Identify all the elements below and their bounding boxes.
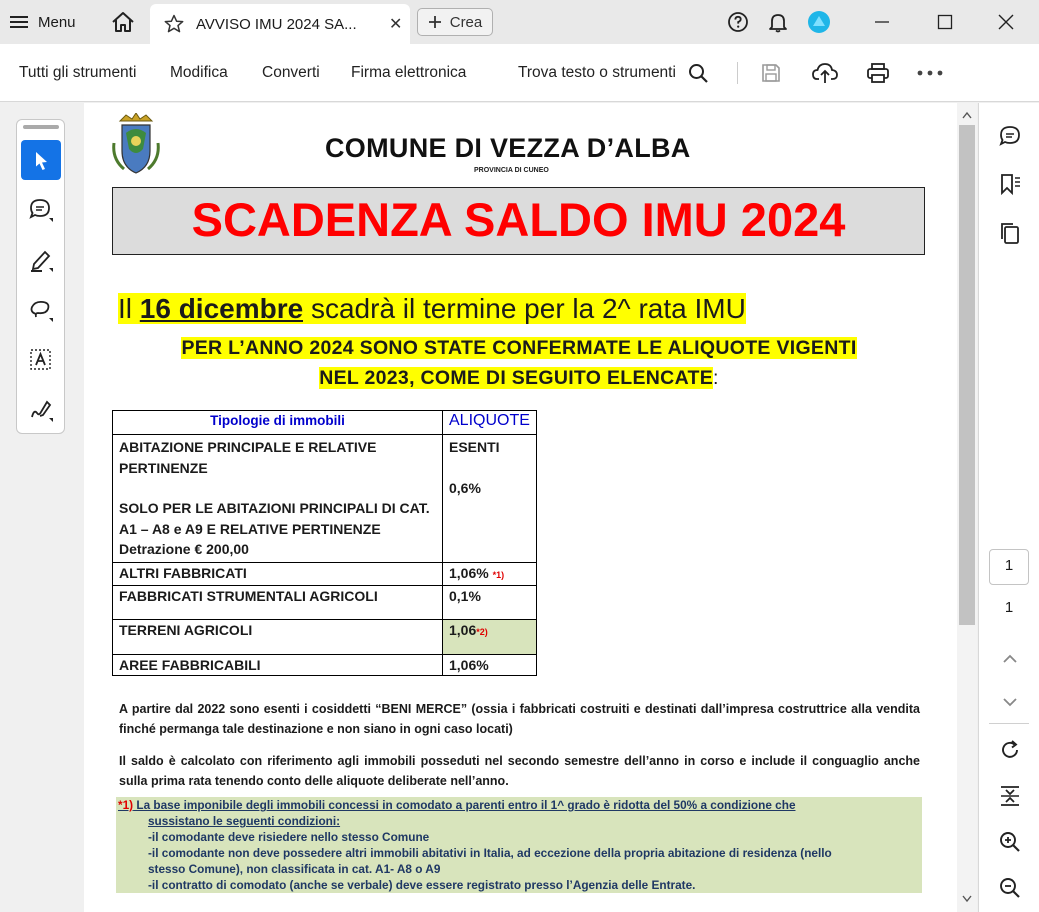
- notification-bell-icon[interactable]: [767, 0, 789, 44]
- find-label: Trova testo o strumenti: [518, 63, 676, 81]
- convert-menu[interactable]: Converti: [262, 63, 320, 81]
- scroll-thumb[interactable]: [959, 125, 975, 625]
- e-signature-menu[interactable]: Firma elettronica: [351, 63, 467, 81]
- province-name: PROVINCIA DI CUNEO: [474, 167, 549, 174]
- zoom-in-icon[interactable]: [993, 825, 1027, 859]
- text-box-icon[interactable]: [21, 340, 61, 380]
- quick-tools-panel: [16, 119, 65, 434]
- table-cell-rate: [443, 435, 537, 563]
- more-icon[interactable]: [917, 44, 943, 101]
- rates-confirmed-notice: [120, 333, 918, 393]
- footnote-ref: *1): [492, 569, 505, 580]
- table-cell-rate: 0,1%: [443, 585, 537, 619]
- rate-value: 1,06: [449, 621, 477, 638]
- footnote-ref: *2): [476, 626, 488, 637]
- star-icon[interactable]: [164, 14, 184, 34]
- municipality-name: COMUNE DI VEZZA D’ALBA: [325, 133, 691, 163]
- rates-notice-colon: :: [713, 367, 719, 389]
- rates-notice-line2: NEL 2023, COME DI SEGUITO ELENCATE: [319, 367, 714, 389]
- close-icon[interactable]: [997, 0, 1015, 44]
- deadline-date: 16 dicembre: [139, 293, 304, 324]
- deadline-banner: [112, 187, 925, 255]
- tax-rates-table: [112, 410, 537, 676]
- pages-icon[interactable]: [993, 216, 1027, 250]
- page-number-input[interactable]: 1: [989, 549, 1029, 585]
- menu-button[interactable]: [10, 0, 76, 44]
- vertical-scrollbar[interactable]: [957, 103, 977, 912]
- table-header-type: Tipologie di immobili: [113, 411, 443, 435]
- exempt-value: ESENTI: [449, 439, 500, 455]
- cloud-upload-icon[interactable]: [812, 44, 838, 101]
- bookmarks-icon[interactable]: [993, 167, 1027, 201]
- deadline-suffix: scadrà il termine per la 2^ rata IMU: [303, 293, 746, 324]
- table-cell-type: AREE FABBRICABILI: [113, 654, 443, 675]
- fit-page-icon[interactable]: [993, 779, 1027, 813]
- zoom-out-icon[interactable]: [993, 871, 1027, 905]
- home-icon[interactable]: [111, 0, 135, 44]
- table-row: [113, 562, 537, 585]
- deduction-label: Detrazione € 200,00: [119, 541, 249, 557]
- find-text-tools[interactable]: [518, 44, 708, 101]
- plus-icon: [428, 15, 442, 29]
- table-header-row: [113, 411, 537, 435]
- spacer: [449, 458, 530, 478]
- scroll-down-icon[interactable]: [962, 895, 972, 903]
- table-row: [113, 619, 537, 654]
- footnote-marker: *1): [118, 798, 134, 812]
- balance-calculation-paragraph: Il saldo è calcolato con riferimento agli immobili posseduti nel secondo semestre dell’anno in corso e include il conguaglio anche sulla prima rata tenendo conto delle aliquote deliberate nell’anno.: [119, 754, 920, 788]
- footnote-line5: stesso Comune), non classificata in cat. A1- A8 o A9: [148, 862, 441, 876]
- table-cell-type: [113, 435, 443, 563]
- table-cell-rate: 1,06%: [443, 654, 537, 675]
- table-cell-rate: [443, 562, 537, 585]
- footnote-loan-for-use: [116, 797, 922, 893]
- edit-menu[interactable]: Modifica: [170, 63, 228, 81]
- signature-icon[interactable]: [21, 390, 61, 430]
- comment-icon[interactable]: [21, 190, 61, 230]
- rate-value: 1,06%: [449, 564, 489, 581]
- document-tab[interactable]: [150, 4, 410, 44]
- all-tools-menu[interactable]: Tutti gli strumenti: [19, 63, 137, 81]
- footnote-line1: La base imponibile degli immobili concessi in comodato a parenti entro il 1^ grado è ridotta del 50% a condizione che: [133, 798, 796, 812]
- table-row: [113, 654, 537, 675]
- hamburger-icon: [10, 15, 28, 29]
- draw-lasso-icon[interactable]: [21, 290, 61, 330]
- menu-label: Menu: [38, 13, 76, 31]
- luxury-residence-label: SOLO PER LE ABITAZIONI PRINCIPALI DI CAT. A1 – A8 e A9 E RELATIVE PERTINENZE: [119, 500, 430, 537]
- rates-notice-line1: PER L’ANNO 2024 SONO STATE CONFERMATE LE ALIQUOTE VIGENTI: [181, 337, 857, 359]
- table-header-rate: ALIQUOTE: [443, 411, 537, 435]
- footnote-line3: -il comodante deve risiedere nello stesso Comune: [148, 830, 430, 844]
- panel-divider: [989, 723, 1029, 724]
- table-row: [113, 585, 537, 619]
- highlight-pen-icon[interactable]: [21, 240, 61, 280]
- account-avatar-icon[interactable]: [807, 0, 831, 44]
- create-label: Crea: [449, 13, 483, 31]
- previous-page-icon[interactable]: [993, 642, 1027, 676]
- footnote-line: [116, 797, 922, 813]
- comments-panel-icon[interactable]: [993, 119, 1027, 153]
- refresh-icon[interactable]: [993, 733, 1027, 767]
- municipal-crest-logo: [110, 113, 162, 177]
- select-cursor-icon[interactable]: [21, 140, 61, 180]
- create-button[interactable]: [417, 8, 493, 36]
- tab-title: AVVISO IMU 2024 SA...: [196, 15, 357, 33]
- table-cell-type: FABBRICATI STRUMENTALI AGRICOLI: [113, 585, 443, 619]
- save-icon[interactable]: [760, 44, 782, 101]
- minimize-icon[interactable]: [873, 0, 891, 44]
- next-page-icon[interactable]: [993, 685, 1027, 719]
- footnote-line2: sussistano le seguenti condizioni:: [148, 814, 341, 828]
- deadline-prefix: Il: [118, 293, 140, 324]
- table-row: [113, 435, 537, 563]
- spacer: [119, 478, 436, 498]
- pdf-page: [84, 103, 957, 912]
- main-toolbar: [0, 44, 1039, 102]
- table-cell-type: ALTRI FABBRICATI: [113, 562, 443, 585]
- toolbar-divider: [737, 62, 738, 84]
- footnote-line6: -il contratto di comodato (anche se verbale) deve essere registrato presso l’Agenzia delle Entrate.: [148, 878, 696, 892]
- main-residence-label: ABITAZIONE PRINCIPALE E RELATIVE PERTINENZE: [119, 439, 377, 476]
- maximize-icon[interactable]: [936, 0, 954, 44]
- deadline-banner-text: SCADENZA SALDO IMU 2024: [191, 193, 846, 246]
- deadline-sentence: [118, 293, 746, 325]
- help-icon[interactable]: [727, 0, 749, 44]
- print-icon[interactable]: [866, 44, 890, 101]
- search-icon: [688, 63, 708, 83]
- table-cell-type: TERRENI AGRICOLI: [113, 619, 443, 654]
- luxury-rate-value: 0,6%: [449, 479, 481, 496]
- right-side-panel: [978, 103, 1039, 912]
- footnote-line4: -il comodante non deve possedere altri immobili abitativi in Italia, ad eccezione della propria abitazione di residenza (nello: [148, 846, 832, 860]
- page-total: 1: [1004, 599, 1014, 616]
- drag-handle[interactable]: [23, 125, 59, 129]
- tab-close-icon[interactable]: ✕: [389, 16, 403, 33]
- table-cell-rate: [443, 619, 537, 654]
- title-bar: [0, 0, 1039, 44]
- scroll-up-icon[interactable]: [962, 111, 972, 119]
- goods-exemption-paragraph: A partire dal 2022 sono esenti i cosiddetti “BENI MERCE” (ossia i fabbricati costruiti e destinati dall’impresa costruttrice alla vendita finché permanga tale destinazione e non siano in ogni caso locati): [119, 702, 920, 736]
